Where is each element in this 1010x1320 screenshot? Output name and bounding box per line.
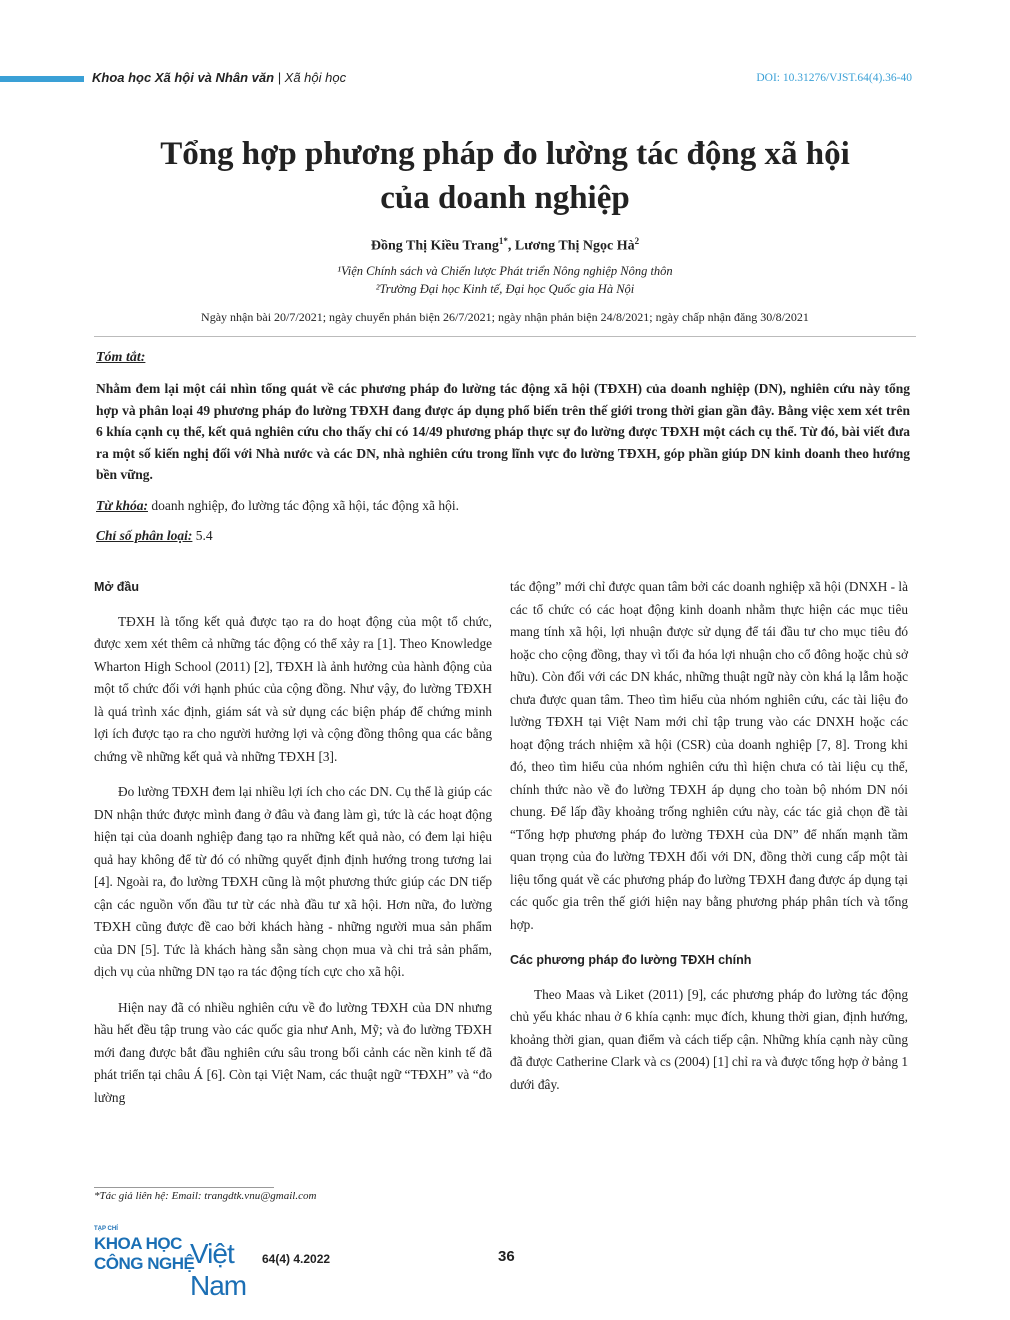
journal-name: Khoa học Xã hội và Nhân văn — [92, 70, 275, 85]
paragraph: tác động” mới chỉ được quan tâm bởi các doanh nghiệp xã hội (DNXH - là các tổ chức có các hoạt động kinh doanh nhằm thực hiện các mục tiêu mang tính xã hội, lợi nhuận được sử dụng để tái đầu tư cho mục tiêu đó hoặc cho cộng đồng, thay vì tối đa hóa lợi nhuận cho cổ đông hoặc chủ sở hữu). Còn đối với các DN khác, những thuật ngữ này còn khá lạ lẫm hoặc chưa được quan tâm. Theo tìm hiểu của nhóm nghiên cứu, các tài liệu đo lường TĐXH tại Việt Nam mới chỉ tập trung vào các DNXH hoặc các hoạt động trách nhiệm xã hội (CSR) của doanh nghiệp [7, 8]. Trong khi đó, theo tìm hiểu của nhóm nghiên cứu thì hiện chưa có tài liệu cụ thể, chính thức nào về đo lường TĐXH áp dụng cho toàn bộ nhóm DN nói chung. Để lấp đầy khoảng trống nghiên cứu này, các tác giả chọn đề tài “Tổng hợp phương pháp đo lường TĐXH của DN” để nhấn mạnh tầm quan trọng của đo lường TĐXH đối với DN, đồng thời cung cấp một tài liệu tổng quát về các phương pháp đo lường TĐXH đang được áp dụng tại các quốc gia trên thế giới hiện nay bằng phương pháp phân tích và tổng hợp. — [510, 579, 908, 932]
logo-line-2: CÔNG NGHỆ — [94, 1254, 195, 1273]
affiliation-1: ¹Viện Chính sách và Chiến lược Phát triển Nông nghiệp Nông thôn — [337, 264, 673, 278]
title-line-2: của doanh nghiệp — [380, 180, 630, 216]
footnote: *Tác giả liên hệ: Email: trangdtk.vnu@gmail.com — [94, 1190, 317, 1202]
affiliation-2: ²Trường Đại học Kinh tế, Đại học Quốc gia Hà Nội — [375, 282, 635, 296]
classification-label: Chỉ số phân loại: — [96, 528, 193, 543]
author-1: Đồng Thị Kiều Trang — [370, 238, 499, 254]
section-heading-methods: Các phương pháp đo lường TĐXH chính — [510, 953, 752, 967]
authors — [90, 236, 920, 255]
footnote-divider — [94, 1187, 274, 1188]
author-2-sup: 2 — [634, 236, 640, 246]
keywords-value: doanh nghiệp, đo lường tác động xã hội, tác động xã hội. — [147, 498, 459, 513]
journal-header — [92, 70, 346, 85]
paragraph: Theo Maas và Liket (2011) [9], các phương pháp đo lường tác động chủ yếu khác nhau ở 6 khía cạnh: mục đích, khung thời gian, định hướng, khoảng thời gian, quan điểm và cách tiếp cận. Những khía cạnh này cũng đã được Catherine Clark và cs (2004) [1] chỉ ra và được tổng hợp ở bảng 1 dưới đây. — [510, 986, 908, 1092]
author-1-sup: 1* — [498, 236, 508, 246]
submission-dates: Ngày nhận bài 20/7/2021; ngày chuyển phản biện 26/7/2021; ngày nhận phản biện 24/8/2021; ngày chấp nhận đăng 30/8/2021 — [201, 310, 809, 324]
right-column — [510, 576, 908, 1109]
logo-small-text: TẠP CHÍ — [94, 1226, 118, 1232]
header-accent-bar — [0, 76, 84, 82]
keywords — [96, 498, 459, 514]
paragraph: Đo lường TĐXH đem lại nhiều lợi ích cho các DN. Cụ thể là giúp các DN nhận thức được mình đang ở đâu và đang làm gì, tức là các hoạt động hiện tại của doanh nghiệp đang tạo ra những kết quả nào, có đem lại hiệu quả hay không để từ đó có những quyết định định hướng trong tương lai [4]. Ngoài ra, đo lường TĐXH cũng là một phương thức giúp các DN tiếp cận các nguồn vốn đầu tư từ các nhà đầu tư xã hội. Hơn nữa, đo lường TĐXH cũng được đề cao bởi khách hàng - những người mua sản phẩm của DN [5]. Tức là khách hàng sẵn sàng chọn mua và chi trả sản phẩm, dịch vụ của những DN tạo ra tác động tích cực cho xã hội. — [94, 784, 492, 979]
abstract-heading: Tóm tắt: — [96, 350, 146, 365]
article-title — [90, 132, 920, 220]
paragraph: Hiện nay đã có nhiều nghiên cứu về đo lường TĐXH của DN nhưng hầu hết đều tập trung vào các quốc gia như Anh, Mỹ; và đo lường TĐXH mới đang được bắt đầu nghiên cứu sâu trong bối cảnh các nền kinh tế đã phát triển tại châu Á [6]. Còn tại Việt Nam, các thuật ngữ “TĐXH” và “đo lường — [94, 999, 492, 1105]
author-2: Lương Thị Ngọc Hà — [514, 238, 635, 254]
issue-number: 64(4) 4.2022 — [262, 1252, 331, 1266]
title-line-1: Tổng hợp phương pháp đo lường tác động xã hội — [160, 136, 850, 172]
journal-logo — [94, 1226, 258, 1301]
journal-section: | Xã hội học — [277, 70, 347, 85]
logo-vietnam: Việt Nam — [190, 1238, 247, 1301]
author-separator: , — [507, 238, 515, 254]
paragraph: TĐXH là tổng kết quả được tạo ra do hoạt động của một tổ chức, được xem xét thêm cả những tác động có thể xảy ra [1]. Theo Knowledge Wharton High School (2011) [2], TĐXH là ảnh hưởng của hành động của một tổ chức đối với hạnh phúc của cộng đồng. Như vậy, đo lường TĐXH là quá trình xác định, giám sát và sử dụng các biện pháp để chứng minh lợi ích được tạo ra cho người hưởng lợi và cộng đồng thông qua các bằng chứng về những kết quả và những TĐXH [3]. — [94, 613, 492, 764]
logo-line-1: KHOA HỌC — [94, 1234, 182, 1253]
abstract-body: Nhằm đem lại một cái nhìn tổng quát về các phương pháp đo lường tác động xã hội (TĐXH) của doanh nghiệp (DN), nghiên cứu này tổng hợp và phân loại 49 phương pháp đo lường TĐXH đang được áp dụng phổ biến trên thế giới trong thời gian gần đây. Bằng việc xem xét trên 6 khía cạnh cụ thể, kết quả nghiên cứu cho thấy chỉ có 14/49 phương pháp thực sự đo lường được TĐXH một cách cụ thể. Từ đó, bài viết đưa ra một số kiến nghị đối với Nhà nước và các DN, nhà nghiên cứu trong lĩnh vực đo lường TĐXH, góp phần giúp DN kinh doanh theo hướng bền vững. — [96, 381, 910, 482]
classification — [96, 528, 213, 544]
classification-value: 5.4 — [192, 528, 213, 543]
left-column — [94, 576, 492, 1122]
divider — [94, 336, 916, 337]
keywords-label: Từ khóa: — [96, 498, 148, 513]
page-number: 36 — [498, 1248, 515, 1265]
doi[interactable]: DOI: 10.31276/VJST.64(4).36-40 — [756, 72, 912, 84]
section-heading-intro: Mở đầu — [94, 580, 139, 594]
